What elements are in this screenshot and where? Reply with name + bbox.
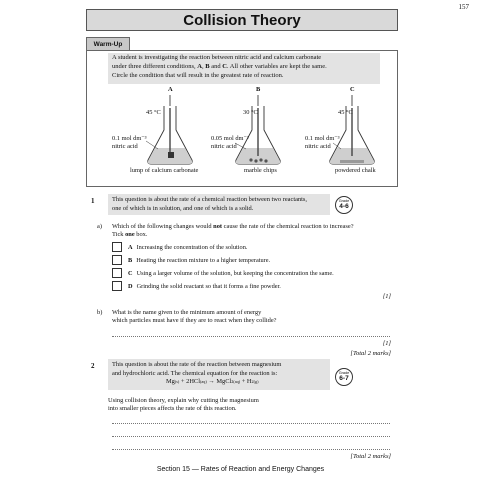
grade-badge-q1: Grade 4-6 — [335, 196, 353, 214]
option-b-checkbox[interactable] — [112, 255, 122, 265]
question-2-text-1: Using collision theory, explain why cutting the magnesium — [108, 397, 259, 404]
question-1-total: [Total 2 marks] — [350, 350, 391, 357]
answer-line-b[interactable] — [112, 335, 390, 337]
question-1-number: 1 — [91, 197, 95, 205]
question-1-stem — [108, 194, 330, 215]
question-1-stem-line-2: one of which is in solution, and one of which is a solid. — [112, 204, 254, 212]
chemical-equation: Mg(s) + 2HCl(aq) → MgCl2(aq) + H2(g) — [166, 378, 259, 386]
answer-line-2-3[interactable] — [112, 448, 390, 450]
flasks-diagram[interactable] — [108, 86, 398, 176]
flask-c-temp: 45 °C — [338, 109, 353, 116]
flask-a-solid: lump of calcium carbonate — [130, 167, 199, 174]
flask-b-letter: B — [256, 86, 261, 93]
option-a-checkbox[interactable] — [112, 242, 122, 252]
title-banner — [86, 9, 398, 31]
answer-line-2-2[interactable] — [112, 435, 390, 437]
flask-b-acid: 0.05 mol dm⁻³ — [211, 135, 249, 142]
part-b-text-2: which particles must have if they are to react when they collide? — [112, 317, 277, 324]
grade-badge-q2: Grade 6-7 — [335, 368, 353, 386]
flask-c[interactable] — [330, 95, 374, 164]
section-footer: Section 15 — Rates of Reaction and Energy Changes — [156, 466, 325, 473]
page-number: 157 — [458, 3, 469, 11]
warmup-line-3: Circle the condition that will result in the greatest rate of reaction. — [112, 71, 284, 79]
question-2-stem — [108, 359, 330, 390]
flask-b-solid: marble chips — [244, 167, 277, 174]
question-2-total: [Total 2 marks] — [350, 453, 391, 460]
flask-a-acid-name: nitric acid — [112, 143, 138, 150]
flask-c-acid: 0.1 mol dm⁻³ — [305, 135, 340, 142]
flask-c-solid: powdered chalk — [335, 167, 376, 174]
option-d[interactable]: D Grinding the solid reactant so that it forms a fine powder. — [112, 281, 281, 291]
warmup-intro — [108, 53, 380, 84]
question-2-stem-line-2: and hydrochloric acid. The chemical equation for the reaction is: — [112, 369, 278, 377]
flask-b-acid-name: nitric acid — [211, 143, 237, 150]
option-d-checkbox[interactable] — [112, 281, 122, 291]
warmup-line-2: under three different conditions, A, B and C. All other variables are kept the same. — [112, 62, 327, 70]
flask-c-letter: C — [350, 86, 355, 93]
flask-a-acid: 0.1 mol dm⁻³ — [112, 135, 147, 142]
option-a[interactable]: A Increasing the concentration of the solution. — [112, 242, 247, 252]
question-2-text-2: into smaller pieces affects the rate of this reaction. — [108, 405, 237, 412]
flask-c-acid-name: nitric acid — [305, 143, 331, 150]
option-c-checkbox[interactable] — [112, 268, 122, 278]
flask-b[interactable] — [235, 95, 280, 164]
part-a-text-2: Tick one box. — [112, 231, 148, 238]
flask-b-temp: 30 °C — [243, 109, 258, 116]
powdered-chalk — [340, 160, 364, 163]
part-b-label: b) — [97, 309, 103, 316]
warmup-line-1: A student is investigating the reaction between nitric acid and calcium carbonate — [112, 54, 322, 61]
part-a-mark: [1] — [382, 293, 391, 300]
calcium-carbonate-lump — [168, 152, 174, 158]
option-b[interactable]: B Heating the reaction mixture to a higher temperature. — [112, 255, 270, 265]
question-2-stem-line-1: This question is about the rate of the reaction between magnesium — [112, 361, 282, 368]
part-b-mark: [1] — [382, 340, 391, 347]
flask-a-letter: A — [168, 86, 173, 93]
answer-line-2-1[interactable] — [112, 422, 390, 424]
question-1-stem-line-1: This question is about the rate of a chemical reaction between two reactants, — [112, 196, 308, 203]
part-b-text-1: What is the name given to the minimum amount of energy — [112, 309, 262, 316]
flask-a[interactable] — [146, 95, 192, 164]
flask-a-temp: 45 °C — [146, 109, 161, 116]
warmup-tab: Warm-Up — [86, 37, 130, 51]
part-a-label: a) — [97, 223, 102, 230]
option-c[interactable]: C Using a larger volume of the solution, but keeping the concentration the same. — [112, 268, 334, 278]
question-2-number: 2 — [91, 362, 95, 370]
part-a-text-1: Which of the following changes would not cause the rate of the chemical reaction to increase? — [112, 223, 354, 230]
page-title: Collision Theory — [183, 11, 301, 29]
